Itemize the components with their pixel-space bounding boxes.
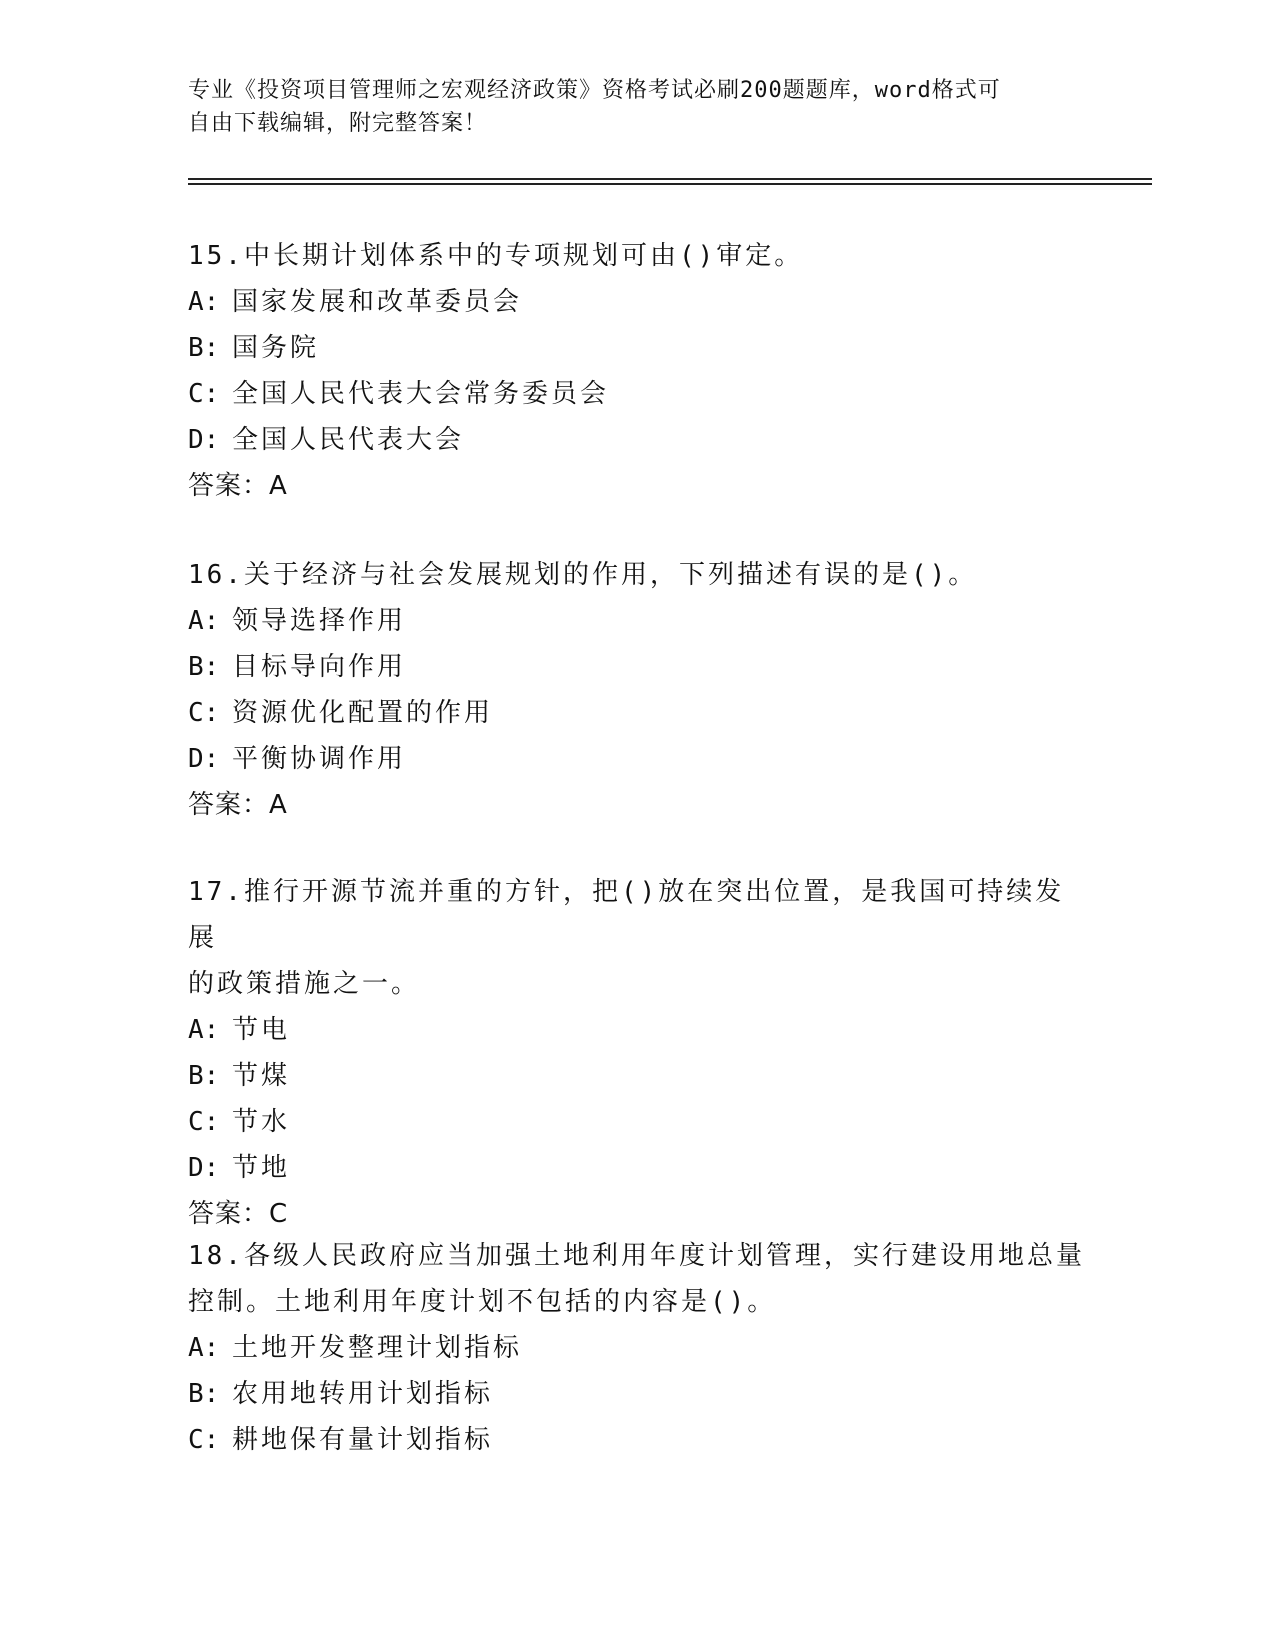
option-text: 国家发展和改革委员会 xyxy=(232,287,523,317)
option-b xyxy=(188,1053,1088,1099)
option-letter: B: xyxy=(188,333,220,363)
option-d xyxy=(188,736,1088,782)
option-a xyxy=(188,598,1088,644)
option-b xyxy=(188,325,1088,371)
option-letter: A: xyxy=(188,1333,220,1363)
question-16 xyxy=(188,552,1088,828)
option-c xyxy=(188,1099,1088,1145)
question-15 xyxy=(188,233,1088,509)
option-letter: D: xyxy=(188,425,220,455)
option-text: 平衡协调作用 xyxy=(232,744,407,774)
question-stem-line-2: 的政策措施之一。 xyxy=(188,969,421,999)
question-stem: 15.中长期计划体系中的专项规划可由()审定。 xyxy=(188,241,804,271)
option-c xyxy=(188,690,1088,736)
option-letter: A: xyxy=(188,606,220,636)
header-line-1: 专业《投资项目管理师之宏观经济政策》资格考试必刷200题题库，word格式可 xyxy=(188,78,1001,103)
option-text: 耕地保有量计划指标 xyxy=(232,1425,494,1455)
option-letter: B: xyxy=(188,1061,220,1091)
option-text: 土地开发整理计划指标 xyxy=(232,1333,523,1363)
option-text: 农用地转用计划指标 xyxy=(232,1379,494,1409)
option-letter: D: xyxy=(188,1153,220,1183)
question-17 xyxy=(188,869,1088,1237)
header-divider-top xyxy=(188,178,1152,180)
option-c xyxy=(188,1417,1088,1463)
option-text: 节煤 xyxy=(232,1061,291,1091)
header-divider-bottom xyxy=(188,183,1152,185)
answer-line: 答案：A xyxy=(188,790,288,820)
option-letter: C: xyxy=(188,1425,220,1455)
option-text: 节水 xyxy=(232,1107,291,1137)
option-text: 全国人民代表大会常务委员会 xyxy=(232,379,610,409)
answer-line: 答案：C xyxy=(188,1199,289,1229)
option-b xyxy=(188,1371,1088,1417)
question-stem-line-1: 17.推行开源节流并重的方针，把()放在突出位置，是我国可持续发展 xyxy=(188,877,1065,953)
option-text: 资源优化配置的作用 xyxy=(232,698,494,728)
question-stem-line-1: 18.各级人民政府应当加强土地利用年度计划管理，实行建设用地总量 xyxy=(188,1241,1085,1271)
option-d xyxy=(188,1145,1088,1191)
question-stem: 16.关于经济与社会发展规划的作用，下列描述有误的是()。 xyxy=(188,560,978,590)
option-letter: C: xyxy=(188,1107,220,1137)
option-c xyxy=(188,371,1088,417)
option-a xyxy=(188,1007,1088,1053)
option-text: 全国人民代表大会 xyxy=(232,425,465,455)
option-letter: C: xyxy=(188,698,220,728)
header-line-2: 自由下载编辑，附完整答案！ xyxy=(188,111,488,136)
question-stem-line-2: 控制。土地利用年度计划不包括的内容是()。 xyxy=(188,1287,777,1317)
option-d xyxy=(188,417,1088,463)
option-text: 节电 xyxy=(232,1015,291,1045)
document-header xyxy=(188,74,1068,140)
option-text: 领导选择作用 xyxy=(232,606,407,636)
option-letter: A: xyxy=(188,287,220,317)
option-text: 节地 xyxy=(232,1153,291,1183)
option-letter: B: xyxy=(188,652,220,682)
option-text: 国务院 xyxy=(232,333,320,363)
option-b xyxy=(188,644,1088,690)
option-a xyxy=(188,279,1088,325)
option-a xyxy=(188,1325,1088,1371)
option-text: 目标导向作用 xyxy=(232,652,407,682)
answer-line: 答案：A xyxy=(188,471,288,501)
option-letter: B: xyxy=(188,1379,220,1409)
question-18 xyxy=(188,1233,1088,1463)
option-letter: D: xyxy=(188,744,220,774)
option-letter: C: xyxy=(188,379,220,409)
option-letter: A: xyxy=(188,1015,220,1045)
